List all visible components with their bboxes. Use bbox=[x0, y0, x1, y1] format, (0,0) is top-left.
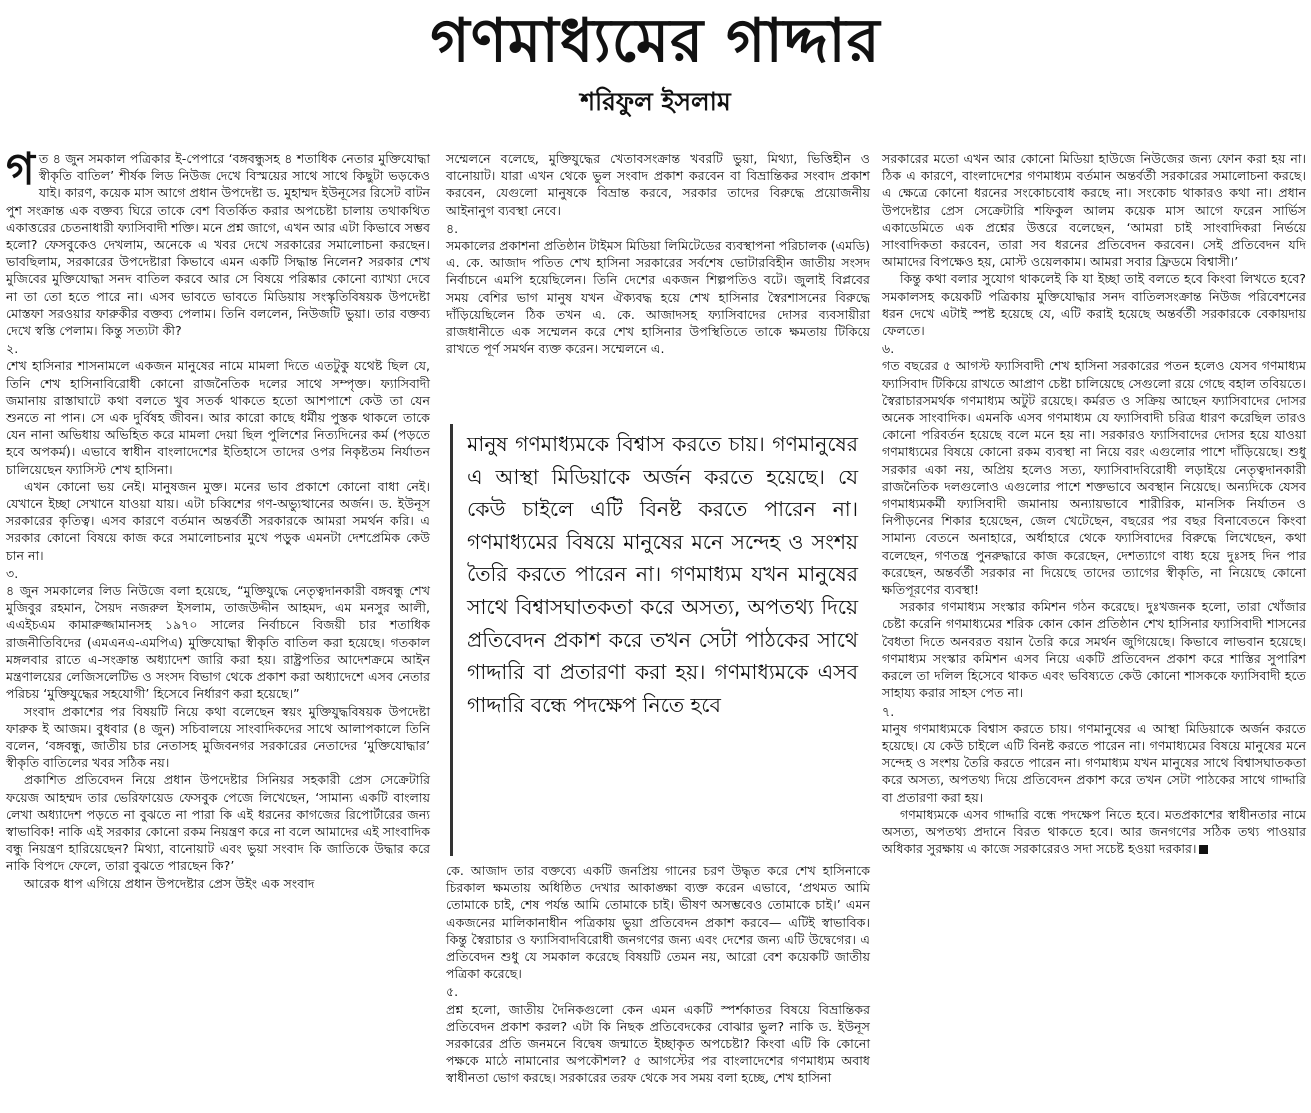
section-number: ৪. bbox=[446, 220, 459, 236]
article-column-1 bbox=[6, 144, 430, 892]
paragraph: ত ৪ জুন সমকাল পত্রিকার ই-পেপারে ‘বঙ্গবন্ধুসহ ৪ শতাধিক নেতার মুক্তিযোদ্ধা স্বীকৃতি বাতিল’ শীর্ষক লিড নিউজ দেখে বিস্ময়ের সাথে সাথে কিছুটা ভড়কেও যাই। কারণ, কয়েক মাস আগে প্রধান উপদেষ্টা ড. মুহাম্মদ ইউনূসের রিসেট বাটন পুশ সংক্রান্ত এক বক্তব্য ঘিরে তাকে বেশ বিতর্কিত করার অপচেষ্টা চালায় তথাকথিত একাত্তরের চেতনাধারী ফ্যাসিবাদী শক্তি। মনে প্রশ্ন জাগে, এখন আর এটা কিভাবে সম্ভব হলো? ফেসবুকেও দেখলাম, অনেকে এ খবর দেখে সরকারের সমালোচনা করছেন। ভাবছিলাম, সরকারের উপদেষ্টারা কিভাবে এমন একটি সিদ্ধান্ত নিলেন? সরকার শেখ মুজিবের মুক্তিযোদ্ধা সনদ বাতিল করবে আর সে বিষয়ে পরিষ্কার কোনো ব্যাখ্যা দেবে না তা তো হতে পারে না। এসব ভাবতে ভাবতে মিডিয়ায় সংস্কৃতিবিষয়ক উপদেষ্টা মোস্তফা সরওয়ার ফারুকীর বক্তব্য পেলাম। তিনি বললেন, নিউজটি ভুয়া। তার বক্তব্য দেখে স্বস্তি পেলাম। কিন্তু সত্যটা কী? bbox=[6, 151, 430, 339]
article-byline: শরিফুল ইসলাম bbox=[580, 87, 731, 116]
pull-quote bbox=[450, 424, 858, 856]
section-number: ৫. bbox=[446, 984, 459, 1000]
paragraph: প্রকাশিত প্রতিবেদন নিয়ে প্রধান উপদেষ্টার সিনিয়র সহকারী প্রেস সেক্রেটারি ফয়েজ আহম্মদ তার ভেরিফায়েড ফেসবুক পেজে লিখেছেন, ‘সামান্য একটি বাংলায় লেখা অধ্যাদেশ পড়তে না বুঝতে না পারা কি এই ধরনের কাগজের রিপোর্টারের জন্য স্বাভাবিক! নাকি এই সরকার কোনো রকম নিয়ন্ত্রণ করে না বলে আমাদের এই সাংবাদিক বন্ধু নিয়ন্ত্রণ হারিয়েছেন? মিথ্যা, বানোয়াট এবং ভুয়া সংবাদ কি জাতিকে উদ্ধার করে নাকি বিপদে ফেলে, তারা বুঝতে পারছেন কি?’ bbox=[6, 772, 430, 874]
paragraph: শেখ হাসিনার শাসনামলে একজন মানুষের নামে মামলা দিতে এতটুকু যথেষ্ট ছিল যে, তিনি শেখ হাসিনাবিরোধী কোনো রাজনৈতিক দলের সাথে সম্পৃক্ত। ফ্যাসিবাদী জমানায় রাস্তাঘাটে কথা বলতে খুব সতর্ক থাকতে হতো আশপাশে কেউ তা যেন শুনতে না পান। সে এক দুর্বিষহ জীবন। আর কারো কাছে ধর্মীয় পুস্তক থাকলে তাকে যেন নানা অভিধায় অভিহিত করে মামলা দেয়া ছিল পুলিশের নিত্যদিনের কর্ম (পড়তে হবে অপকর্ম)। এভাবে স্বাধীন বাংলাদেশের ইতিহাসে তাদের ওপর নিকৃষ্টতম নির্যাতন চালিয়েছেন ফ্যাসিস্ট শেখ হাসিনা। bbox=[6, 358, 430, 477]
section-number: ২. bbox=[6, 341, 19, 357]
paragraph: এখন কোনো ভয় নেই। মানুষজন মুক্ত। মনের ভাব প্রকাশে কোনো বাধা নেই। যেখানে ইচ্ছা সেখানে যাওয়া যায়। এটা চব্বিশের গণ-অভ্যুত্থানের অর্জন। ড. ইউনূস সরকারের কৃতিত্ব। এসব কারণে বর্তমান অন্তর্বর্তী সরকারকে আমরা সমর্থন করি। এ সরকার কোনো বিষয়ে কাজ করে সমালোচনার মুখে পড়ুক এমনটা দেশপ্রেমিক কেউ চান না। bbox=[6, 478, 430, 563]
paragraph: কে. আজাদ তার বক্তব্যে একটি জনপ্রিয় গানের চরণ উদ্ধৃত করে শেখ হাসিনাকে চিরকাল ক্ষমতায় অধিষ্ঠিত দেখার আকাঙ্ক্ষা ব্যক্ত করেন এভাবে, ‘প্রথমত আমি তোমাকে চাই, শেষ পর্যন্ত আমি তোমাকে চাই। ভীষণ অসম্ভবেও তোমাকে চাই।’ এমন একজনের মালিকানাধীন পত্রিকায় ভুয়া প্রতিবেদন প্রকাশ করবে— এটিই স্বাভাবিক। কিন্তু স্বৈরাচার ও ফ্যাসিবাদবিরোধী জনগণের জন্য এবং দেশের জন্য এটি উদ্বেগের। এ প্রতিবেদন শুধু যে সমকাল করেছে বিষয়টি তেমন নয়, আরো বেশ কয়েকটি জাতীয় পত্রিকা করেছে। bbox=[446, 863, 870, 982]
drop-cap: গ bbox=[6, 144, 35, 195]
paragraph: ৪ জুন সমকালের লিড নিউজে বলা হয়েছে, “মুক্তিযুদ্ধে নেতৃত্বদানকারী বঙ্গবন্ধু শেখ মুজিবুর রহমান, সৈয়দ নজরুল ইসলাম, তাজউদ্দীন আহমদ, এম মনসুর আলী, এএইচএম কামারুজ্জামানসহ ১৯৭০ সালের নির্বাচনে বিজয়ী চার শতাধিক রাজনীতিবিদের (এমএনএ-এমপিএ) মুক্তিযোদ্ধা স্বীকৃতি বাতিল করা হয়েছে। গতকাল মঙ্গলবার রাতে এ-সংক্রান্ত অধ্যাদেশ জারি করা হয়। রাষ্ট্রপতির আদেশক্রমে আইন মন্ত্রণালয়ের লেজিসলেটিভ ও সংসদ বিভাগ থেকে প্রকাশ করা অধ্যাদেশে এসব নেতার পরিচয় ‘মুক্তিযুদ্ধের সহযোগী’ হিসেবে নির্ধারণ করা হয়েছে।” bbox=[6, 583, 430, 702]
paragraph: আরেক ধাপ এগিয়ে প্রধান উপদেষ্টার প্রেস উইং এক সংবাদ bbox=[24, 875, 315, 891]
paragraph: গণমাধ্যমকে এসব গাদ্দারি বন্ধে পদক্ষেপ নিতে হবে। মতপ্রকাশের স্বাধীনতার নামে অসত্য, অপতথ্য প্রদানে বিরত থাকতে হবে। আর জনগণের সঠিক তথ্য পাওয়ার অধিকার সুরক্ষায় এ কাজে সরকারেরও সদা সচেষ্ট হওয়া দরকার। bbox=[882, 806, 1306, 857]
section-number: ৭. bbox=[882, 703, 895, 719]
article-column-2-bottom bbox=[446, 862, 870, 1087]
paragraph: সম্মেলনে বলেছে, মুক্তিযুদ্ধের খেতাবসংক্রান্ত খবরটি ভুয়া, মিথ্যা, ভিত্তিহীন ও বানোয়াট। যারা এখন থেকে ভুল সংবাদ প্রকাশ করবেন বা বিভ্রান্তিকর সংবাদ প্রকাশ করবেন, যেগুলো মানুষকে বিভ্রান্ত করবে, সরকার তাদের বিরুদ্ধে প্রয়োজনীয় আইনানুগ ব্যবস্থা নেবে। bbox=[446, 151, 870, 218]
paragraph: সরকার গণমাধ্যম সংস্কার কমিশন গঠন করেছে। দুঃখজনক হলো, তারা খোঁজার চেষ্টা করেনি গণমাধ্যমের শরিক কোন কোন প্রতিষ্ঠান শেখ হাসিনার ফ্যাসিবাদী শাসনের বৈধতা দিতে অনবরত বয়ান তৈরি করে সমর্থন জুগিয়েছে। কিভাবে লাভবান হয়েছে। গণমাধ্যম সংস্কার কমিশন এসব নিয়ে একটি প্রতিবেদন প্রকাশ করে শাস্তির সুপারিশ করলে তা দলিল হিসেবে থাকত এবং ভবিষ্যতে কেউ কোনো শাসককে ফ্যাসিবাদী হতে সাহায্য করার সাহস পেত না। bbox=[882, 599, 1306, 701]
paragraph: সমকালের প্রকাশনা প্রতিষ্ঠান টাইমস মিডিয়া লিমিটেডের ব্যবস্থাপনা পরিচালক (এমডি) এ. কে. আজাদ পতিত শেখ হাসিনা সরকারের সর্বশেষ ভোটারবিহীন জাতীয় সংসদ নির্বাচনে এমপি হয়েছিলেন। তিনি দেশের একজন শিল্পপতিও বটে। জুলাই বিপ্লবের সময় বেশির ভাগ মানুষ যখন ঐক্যবদ্ধ হয়ে শেখ হাসিনার স্বৈরশাসনের বিরুদ্ধে দাঁড়িয়েছিলেন ঠিক তখন এ. কে. আজাদসহ ফ্যাসিবাদের দোসর ব্যবসায়ীরা রাজধানীতে এক সম্মেলন করে শেখ হাসিনার উপস্থিতিতে তাকে ক্ষমতায় টিকিয়ে রাখতে পূর্ণ সমর্থন ব্যক্ত করেন। সম্মেলনে এ. bbox=[446, 238, 870, 357]
paragraph: গত বছরের ৫ আগস্ট ফ্যাসিবাদী শেখ হাসিনা সরকারের পতন হলেও যেসব গণমাধ্যম ফ্যাসিবাদ টিকিয়ে রাখতে আপ্রাণ চেষ্টা চালিয়েছে সেগুলো রয়ে গেছে বহাল তবিয়তে। স্বৈরাচারসমর্থক গণমাধ্যম অটুট রয়েছে। কর্মরত ও সক্রিয় আছেন ফ্যাসিবাদের দোসর অনেক সাংবাদিক। এমনকি এসব গণমাধ্যম যে ফ্যাসিবাদী চরিত্র ধারণ করেছিল তারও কোনো পরিবর্তন হয়েছে বলে মনে হয় না। সরকারও ফ্যাসিবাদের দোসর হয়ে যাওয়া গণমাধ্যমের বিষয়ে কোনো রকম ব্যবস্থা না নিয়ে বরং এগুলোর পাশে দাঁড়িয়েছে। শুধু সরকার একা নয়, অপ্রিয় হলেও সত্য, ফ্যাসিবাদবিরোধী লড়াইয়ে নেতৃত্বদানকারী রাজনৈতিক দলগুলোও এগুলোর পাশে শক্তভাবে অবস্থান নিয়েছে। অন্যদিকে যেসব গণমাধ্যমকর্মী ফ্যাসিবাদী জমানায় অন্যায়ভাবে শারীরিক, মানসিক নির্যাতন ও নিপীড়নের শিকার হয়েছেন, জেল খেটেছেন, বছরের পর বছর বিনাবেতনে কিংবা সামান্য বেতনে অনাহারে, অর্ধাহারে থেকে ফ্যাসিবাদের বিরুদ্ধে লিখেছেন, কথা বলেছেন, গণতন্ত্র পুনরুদ্ধারে কাজ করেছেন, দেশত্যাগে বাধ্য হয়ে দুঃসহ দিন পার করেছেন, অন্তর্বর্তী সরকার না দিয়েছে তাদের ত্যাগের স্বীকৃতি, না নিয়েছে কোনো ক্ষতিপূরণের ব্যবস্থা! bbox=[882, 358, 1306, 598]
article-column-2-top bbox=[446, 150, 870, 357]
section-number: ৩. bbox=[6, 565, 19, 581]
end-mark-icon bbox=[1199, 845, 1208, 854]
section-number: ৬. bbox=[882, 341, 895, 357]
paragraph: প্রশ্ন হলো, জাতীয় দৈনিকগুলো কেন এমন একটি স্পর্শকাতর বিষয়ে বিভ্রান্তিকর প্রতিবেদন প্রকাশ করল? এটা কি নিছক প্রতিবেদকের বোঝার ভুল? নাকি ড. ইউনূস সরকারের প্রতি জনমনে বিদ্বেষ জন্মাতে ইচ্ছাকৃত অপচেষ্টা? কিংবা এটি কি কোনো পক্ষকে মাঠে নামানোর অপকৌশল? ৫ আগস্টের পর বাংলাদেশের গণমাধ্যম অবাধ স্বাধীনতা ভোগ করছে। সরকারের তরফ থেকে সব সময় বলা হচ্ছে, শেখ হাসিনা bbox=[446, 1001, 870, 1086]
paragraph: সংবাদ প্রকাশের পর বিষয়টি নিয়ে কথা বলেছেন স্বয়ং মুক্তিযুদ্ধবিষয়ক উপদেষ্টা ফারুক ই আজম। বুধবার (৪ জুন) সচিবালয়ে সাংবাদিকদের সাথে আলাপকালে তিনি বলেন, ‘বঙ্গবন্ধু, জাতীয় চার নেতাসহ মুজিবনগর সরকারের নেতাদের ‘মুক্তিযোদ্ধার’ স্বীকৃতি বাতিলের খবর সঠিক নয়। bbox=[6, 703, 430, 771]
article-headline: গণমাধ্যমের গাদ্দার bbox=[430, 6, 881, 76]
paragraph: কিন্তু কথা বলার সুযোগ থাকলেই কি যা ইচ্ছা তাই বলতে হবে কিংবা লিখতে হবে? সমকালসহ কয়েকটি পত্রিকায় মুক্তিযোদ্ধার সনদ বাতিলসংক্রান্ত নিউজ পরিবেশনের ধরন দেখে এটাই স্পষ্ট হয়েছে যে, এটি করাই হয়েছে অন্তর্বর্তী সরকারকে বেকায়দায় ফেলতে। bbox=[882, 271, 1306, 339]
paragraph: সরকারের মতো এখন আর কোনো মিডিয়া হাউজে নিউজের জন্য ফোন করা হয় না। ঠিক এ কারণে, বাংলাদেশের গণমাধ্যম বর্তমান অন্তর্বর্তী সরকারের সমালোচনা করছে। এ ক্ষেত্রে কোনো ধরনের সংকোচবোধ করছে না। সংকোচ থাকারও কথা না। প্রধান উপদেষ্টার প্রেস সেক্রেটারি শফিকুল আলম কয়েক মাস আগে ফরেন সার্ভিস একাডেমিতে এক প্রশ্নের উত্তরে বলেছেন, ‘আমরা চাই সাংবাদিকরা নির্ভয়ে সাংবাদিকতা করবেন, তারা সব ধরনের প্রতিবেদন করবেন। সেই প্রতিবেদন যদি আমাদের বিপক্ষেও হয়, মোস্ট ওয়েলকাম। আমরা সবার ফ্রিডমে বিশ্বাসী।’ bbox=[882, 151, 1306, 270]
paragraph: মানুষ গণমাধ্যমকে বিশ্বাস করতে চায়। গণমানুষের এ আস্থা মিডিয়াকে অর্জন করতে হয়েছে। যে কেউ চাইলে এটি বিনষ্ট করতে পারেন না। গণমাধ্যমের বিষয়ে মানুষের মনে সন্দেহ ও সংশয় তৈরি করতে পারেন না। গণমাধ্যম যখন মানুষের সাথে বিশ্বাসঘাতকতা করে অসত্য, অপতথ্য দিয়ে প্রতিবেদন প্রকাশ করে তখন সেটা পাঠকের সাথে গাদ্দারি বা প্রতারণা করা হয়। bbox=[882, 720, 1306, 805]
pull-quote-text: মানুষ গণমাধ্যমকে বিশ্বাস করতে চায়। গণমানুষের এ আস্থা মিডিয়াকে অর্জন করতে হয়েছে। যে কেউ চাইলে এটি বিনষ্ট করতে পারেন না। গণমাধ্যমের বিষয়ে মানুষের মনে সন্দেহ ও সংশয় তৈরি করতে পারেন না। গণমাধ্যম যখন মানুষের সাথে বিশ্বাসঘাতকতা করে অসত্য, অপতথ্য দিয়ে প্রতিবেদন প্রকাশ করে তখন সেটা পাঠকের সাথে গাদ্দারি বা প্রতারণা করা হয়। গণমাধ্যমকে এসব গাদ্দারি বন্ধে পদক্ষেপ নিতে হবে bbox=[467, 432, 858, 717]
article-column-3 bbox=[882, 150, 1306, 857]
